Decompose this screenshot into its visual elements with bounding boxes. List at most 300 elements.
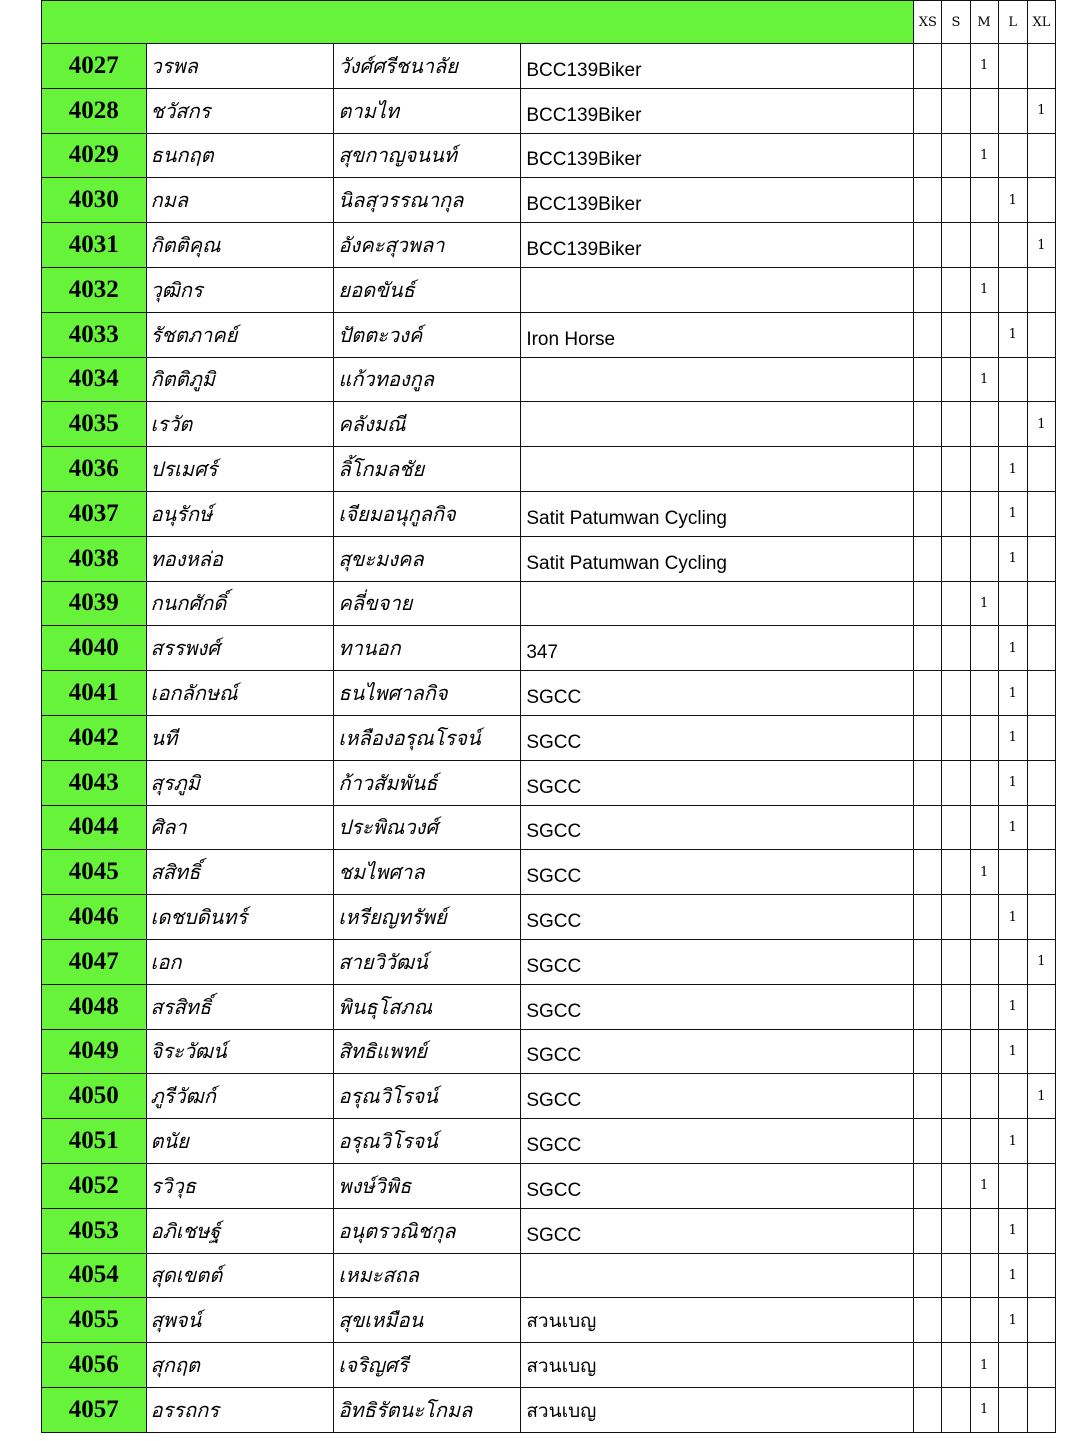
team-name [521,1253,914,1298]
team-label: Satit Patumwan Cycling [526,507,727,529]
team-label: BCC139Biker [526,149,642,171]
size-s-count [942,1387,970,1432]
rider-number: 4036 [42,447,147,492]
size-xl-count [1027,850,1055,895]
first-name: กนกศักดิ์ [146,581,334,626]
table-row [42,715,1056,760]
size-xl-count [1027,984,1055,1029]
size-m-count: 1 [970,267,998,312]
size-m-count: 1 [970,44,998,89]
rider-number: 4033 [42,312,147,357]
first-name: กิตติภูมิ [146,357,334,402]
size-header-s: S [942,1,970,44]
size-xs-count [914,536,942,581]
team-label: สวนเบญ [526,1311,597,1333]
size-m-count [970,88,998,133]
size-s-count [942,267,970,312]
table-row [42,984,1056,1029]
size-m-count [970,402,998,447]
team-label: BCC139Biker [526,238,642,260]
size-m-count [970,491,998,536]
size-xl-count [1027,1253,1055,1298]
size-s-count [942,44,970,89]
size-s-count [942,223,970,268]
size-l-count [998,1387,1027,1432]
team-name [521,312,914,357]
size-xs-count [914,1298,942,1343]
size-s-count [942,715,970,760]
team-name [521,536,914,581]
table-row [42,267,1056,312]
table-row [42,312,1056,357]
table-row [42,805,1056,850]
size-s-count [942,1163,970,1208]
team-label: สวนเบญ [526,1355,597,1377]
last-name: นิลสุวรรณากุล [334,178,521,223]
size-xl-count [1027,312,1055,357]
size-m-count: 1 [970,1163,998,1208]
size-l-count [998,581,1027,626]
rider-number: 4043 [42,760,147,805]
size-xl-count [1027,357,1055,402]
first-name: สุกฤต [146,1343,334,1388]
team-label: SGCC [526,821,582,843]
table-row [42,402,1056,447]
size-l-count [998,850,1027,895]
size-l-count [998,267,1027,312]
size-l-count: 1 [998,536,1027,581]
size-s-count [942,671,970,716]
last-name: ตามไท [334,88,521,133]
size-s-count [942,1029,970,1074]
team-label: SGCC [526,1224,582,1246]
last-name: ยอดขันธ์ [334,267,521,312]
size-xl-count: 1 [1027,88,1055,133]
table-row [42,178,1056,223]
last-name: อรุณวิโรจน์ [334,1119,521,1164]
rider-number: 4032 [42,267,147,312]
size-xl-count: 1 [1027,402,1055,447]
size-m-count [970,715,998,760]
size-xs-count [914,581,942,626]
last-name: สิทธิแพทย์ [334,1029,521,1074]
size-xl-count [1027,1387,1055,1432]
registration-table [41,0,1056,1433]
first-name: อนุรักษ์ [146,491,334,536]
first-name: สุดเขตต์ [146,1253,334,1298]
last-name: สุขเหมือน [334,1298,521,1343]
size-xs-count [914,760,942,805]
first-name: ธนกฤต [146,133,334,178]
size-m-count [970,447,998,492]
first-name: สสิทธิ์ [146,850,334,895]
last-name: เหลืองอรุณโรจน์ [334,715,521,760]
last-name: เจียมอนุกูลกิจ [334,491,521,536]
first-name: วุฒิกร [146,267,334,312]
size-xl-count [1027,267,1055,312]
rider-number: 4042 [42,715,147,760]
team-name [521,44,914,89]
rider-number: 4040 [42,626,147,671]
size-xs-count [914,939,942,984]
table-row [42,1208,1056,1253]
team-label: Iron Horse [526,328,616,350]
size-header-l: L [998,1,1027,44]
last-name: ปัตตะวงค์ [334,312,521,357]
size-xs-count [914,1119,942,1164]
last-name: อิทธิรัตนะโกมล [334,1387,521,1432]
table-row [42,357,1056,402]
size-l-count: 1 [998,671,1027,716]
rider-number: 4056 [42,1343,147,1388]
table-row [42,223,1056,268]
table-row [42,671,1056,716]
size-xl-count [1027,671,1055,716]
last-name: คลี่ขจาย [334,581,521,626]
first-name: กมล [146,178,334,223]
size-xs-count [914,984,942,1029]
size-s-count [942,939,970,984]
first-name: ทองหล่อ [146,536,334,581]
team-label: SGCC [526,910,582,932]
team-name [521,178,914,223]
team-name [521,1119,914,1164]
size-l-count: 1 [998,447,1027,492]
size-m-count [970,1029,998,1074]
size-m-count [970,1253,998,1298]
size-l-count: 1 [998,805,1027,850]
last-name: พงษ์วิพิธ [334,1163,521,1208]
size-xl-count [1027,1298,1055,1343]
size-xl-count [1027,447,1055,492]
first-name: ปรเมศร์ [146,447,334,492]
team-label: BCC139Biker [526,104,642,126]
table-row [42,581,1056,626]
team-name [521,1163,914,1208]
size-s-count [942,760,970,805]
team-name [521,895,914,940]
size-s-count [942,1253,970,1298]
last-name: อรุณวิโรจน์ [334,1074,521,1119]
team-label: SGCC [526,776,582,798]
team-name [521,267,914,312]
team-name [521,760,914,805]
first-name: ศิลา [146,805,334,850]
last-name: อนุตรวณิชกุล [334,1208,521,1253]
size-xl-count [1027,491,1055,536]
table-row [42,1029,1056,1074]
size-xs-count [914,1208,942,1253]
size-xl-count [1027,805,1055,850]
size-xl-count [1027,536,1055,581]
size-l-count: 1 [998,895,1027,940]
table-row [42,1343,1056,1388]
table-row [42,626,1056,671]
rider-number: 4037 [42,491,147,536]
rider-number: 4054 [42,1253,147,1298]
team-label: SGCC [526,731,582,753]
last-name: ก้าวสัมพันธ์ [334,760,521,805]
size-l-count [998,1343,1027,1388]
team-label: SGCC [526,1134,582,1156]
rider-number: 4047 [42,939,147,984]
last-name: ลิ้โกมลชัย [334,447,521,492]
table-row [42,1119,1056,1164]
rider-number: 4039 [42,581,147,626]
size-s-count [942,626,970,671]
size-l-count: 1 [998,1298,1027,1343]
size-xl-count [1027,44,1055,89]
size-xs-count [914,267,942,312]
table-row [42,895,1056,940]
table-row [42,1163,1056,1208]
first-name: ตนัย [146,1119,334,1164]
size-l-count: 1 [998,626,1027,671]
team-name [521,402,914,447]
team-label: SGCC [526,1045,582,1067]
last-name: วังศ์ศรีชนาลัย [334,44,521,89]
rider-number: 4048 [42,984,147,1029]
size-xl-count [1027,895,1055,940]
table-row [42,133,1056,178]
size-s-count [942,984,970,1029]
table-row [42,1253,1056,1298]
size-xs-count [914,1074,942,1119]
last-name: แก้วทองกูล [334,357,521,402]
size-l-count [998,88,1027,133]
size-xl-count [1027,1163,1055,1208]
rider-number: 4055 [42,1298,147,1343]
table-row [42,447,1056,492]
size-xl-count: 1 [1027,223,1055,268]
size-xs-count [914,1253,942,1298]
size-xs-count [914,895,942,940]
size-xs-count [914,312,942,357]
team-name [521,939,914,984]
team-name [521,850,914,895]
last-name: ชมไพศาล [334,850,521,895]
size-l-count [998,223,1027,268]
size-header-xs: XS [914,1,942,44]
rider-number: 4050 [42,1074,147,1119]
size-s-count [942,1343,970,1388]
rider-number: 4045 [42,850,147,895]
size-l-count [998,133,1027,178]
table-row [42,939,1056,984]
last-name: เหมะสถล [334,1253,521,1298]
size-m-count [970,671,998,716]
rider-number: 4041 [42,671,147,716]
size-xs-count [914,671,942,716]
size-header-m: M [970,1,998,44]
rider-number: 4051 [42,1119,147,1164]
rider-number: 4030 [42,178,147,223]
size-s-count [942,178,970,223]
table-row [42,1387,1056,1432]
size-xs-count [914,44,942,89]
team-name [521,984,914,1029]
size-s-count [942,805,970,850]
team-label: สวนเบญ [526,1400,597,1422]
size-xl-count [1027,626,1055,671]
rider-number: 4052 [42,1163,147,1208]
team-name [521,357,914,402]
size-s-count [942,850,970,895]
first-name: อภิเชษฐ์ [146,1208,334,1253]
size-s-count [942,895,970,940]
size-xl-count [1027,1119,1055,1164]
first-name: เอกลักษณ์ [146,671,334,716]
team-name [521,1029,914,1074]
size-l-count: 1 [998,760,1027,805]
size-m-count: 1 [970,357,998,402]
team-label: BCC139Biker [526,194,642,216]
size-s-count [942,447,970,492]
size-l-count: 1 [998,1029,1027,1074]
size-l-count: 1 [998,491,1027,536]
table-row [42,88,1056,133]
size-m-count [970,312,998,357]
rider-number: 4034 [42,357,147,402]
size-xs-count [914,715,942,760]
header-row [42,1,1056,44]
size-l-count: 1 [998,312,1027,357]
rider-number: 4031 [42,223,147,268]
size-m-count [970,626,998,671]
rider-number: 4028 [42,88,147,133]
size-xs-count [914,402,942,447]
size-xs-count [914,850,942,895]
first-name: วรพล [146,44,334,89]
size-m-count [970,1208,998,1253]
team-name [521,581,914,626]
size-s-count [942,491,970,536]
size-m-count: 1 [970,133,998,178]
size-xl-count [1027,178,1055,223]
first-name: กิตติคุณ [146,223,334,268]
team-name [521,715,914,760]
first-name: จิระวัฒน์ [146,1029,334,1074]
size-s-count [942,357,970,402]
size-xs-count [914,1029,942,1074]
size-xs-count [914,626,942,671]
last-name: เจริญศรี [334,1343,521,1388]
table-row [42,760,1056,805]
size-l-count: 1 [998,178,1027,223]
size-m-count [970,1119,998,1164]
first-name: เดชบดินทร์ [146,895,334,940]
size-s-count [942,402,970,447]
team-label: SGCC [526,866,582,888]
rider-number: 4046 [42,895,147,940]
size-m-count [970,536,998,581]
team-name [521,1387,914,1432]
table-row [42,44,1056,89]
rider-number: 4035 [42,402,147,447]
first-name: สุพจน์ [146,1298,334,1343]
team-name [521,447,914,492]
size-l-count: 1 [998,984,1027,1029]
size-xs-count [914,805,942,850]
table-row [42,1074,1056,1119]
size-xl-count [1027,1343,1055,1388]
size-s-count [942,1119,970,1164]
last-name: คลังมณี [334,402,521,447]
team-name [521,88,914,133]
last-name: พินธุโสภณ [334,984,521,1029]
size-l-count: 1 [998,1208,1027,1253]
first-name: เอก [146,939,334,984]
team-name [521,626,914,671]
size-s-count [942,312,970,357]
size-xs-count [914,1387,942,1432]
last-name: ธนไพศาลกิจ [334,671,521,716]
size-header-xl: XL [1027,1,1055,44]
size-xs-count [914,178,942,223]
size-xs-count [914,1343,942,1388]
size-xs-count [914,357,942,402]
team-label: SGCC [526,686,582,708]
team-name [521,1298,914,1343]
size-s-count [942,581,970,626]
table-row [42,491,1056,536]
size-xs-count [914,133,942,178]
size-s-count [942,1298,970,1343]
size-xl-count [1027,133,1055,178]
team-name [521,133,914,178]
size-m-count [970,178,998,223]
first-name: รวิวุธ [146,1163,334,1208]
last-name: สุขะมงคล [334,536,521,581]
rider-number: 4053 [42,1208,147,1253]
size-s-count [942,1208,970,1253]
header-fill [42,1,914,44]
rider-number: 4044 [42,805,147,850]
size-m-count [970,223,998,268]
team-label: SGCC [526,1090,582,1112]
size-m-count: 1 [970,581,998,626]
size-m-count [970,1298,998,1343]
size-xl-count: 1 [1027,1074,1055,1119]
team-label: 347 [526,642,559,664]
team-name [521,223,914,268]
first-name: รัชตภาคย์ [146,312,334,357]
size-m-count: 1 [970,1343,998,1388]
last-name: สุขกาญจนนท์ [334,133,521,178]
last-name: สายวิวัฒน์ [334,939,521,984]
rider-number: 4027 [42,44,147,89]
size-xl-count [1027,581,1055,626]
team-label: SGCC [526,1179,582,1201]
first-name: นที [146,715,334,760]
first-name: สรสิทธิ์ [146,984,334,1029]
size-l-count: 1 [998,715,1027,760]
team-label: BCC139Biker [526,59,642,81]
size-l-count: 1 [998,1253,1027,1298]
rider-number: 4049 [42,1029,147,1074]
first-name: เรวัต [146,402,334,447]
size-m-count: 1 [970,850,998,895]
size-l-count [998,939,1027,984]
size-m-count [970,760,998,805]
team-name [521,1208,914,1253]
size-xl-count [1027,715,1055,760]
last-name: เหรียญทรัพย์ [334,895,521,940]
team-name [521,805,914,850]
table-row [42,850,1056,895]
team-name [521,491,914,536]
size-l-count [998,1074,1027,1119]
